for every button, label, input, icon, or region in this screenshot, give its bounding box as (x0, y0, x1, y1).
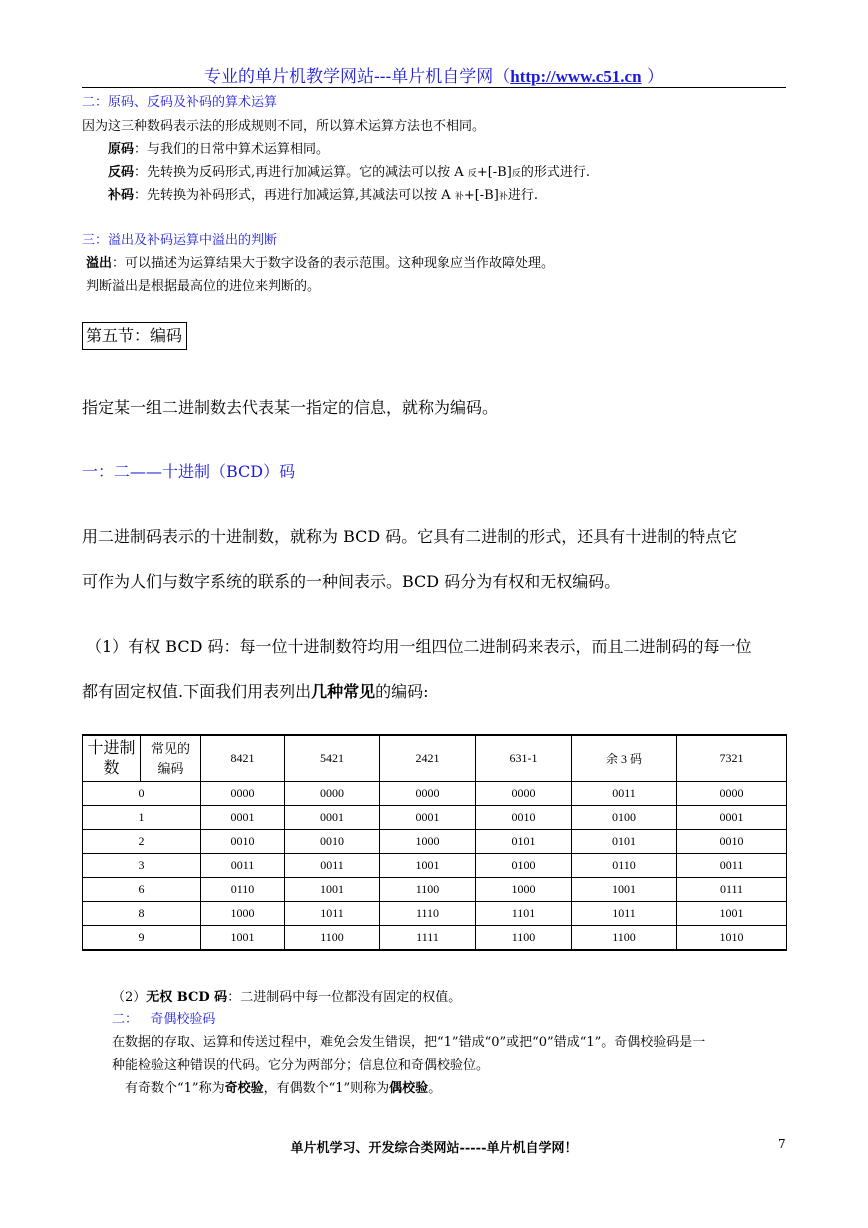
code-cell: 1000 (201, 902, 285, 926)
code-cell: 0101 (476, 830, 572, 854)
buma-text-2: +[-B] (463, 188, 499, 203)
code-cell: 1100 (380, 878, 476, 902)
code-cell: 1001 (201, 926, 285, 951)
overflow-judge: 判断溢出是根据最高位的进位来判断的。 (86, 279, 321, 294)
weighted-line1 (86, 634, 752, 657)
weighted-line2-bold: 几种常见 (311, 682, 376, 701)
code-cell: 1010 (677, 926, 787, 951)
code-cell: 0001 (677, 806, 787, 830)
weighted-line2-a: 都有固定权值.下面我们用表列出 (82, 682, 312, 701)
table-row (83, 878, 787, 902)
code-cell: 0100 (572, 806, 677, 830)
code-cell: 0010 (201, 830, 285, 854)
code-cell: 0000 (476, 782, 572, 806)
code-cell: 1001 (677, 902, 787, 926)
yuanma-line (108, 138, 329, 157)
header-cell-5421: 5421 (285, 735, 380, 782)
fanma-text-3: 的形式进行. (520, 165, 590, 180)
header-cell-631-1: 631-1 (476, 735, 572, 782)
header-url-link[interactable]: http://www.c51.cn (510, 67, 642, 86)
code-cell: 0000 (285, 782, 380, 806)
code-cell: 0000 (201, 782, 285, 806)
code-cell: 0111 (677, 878, 787, 902)
buma-text-1: ：先转换为补码形式，再进行加减运算,其减法可以按 A (134, 188, 455, 203)
header-text-end: ） (641, 67, 664, 87)
parity-line3-a: 有奇数个“1”称为 (125, 1081, 225, 1096)
header-cell-8421: 8421 (201, 735, 285, 782)
odd-parity-term: 奇校验 (224, 1081, 264, 1096)
code-cell: 0010 (285, 830, 380, 854)
overflow-label: 溢出 (86, 256, 113, 271)
bcd-title: 一：二——十进制（BCD）码 (82, 462, 296, 481)
decimal-cell: 1 (83, 806, 201, 830)
header-cell-excess3: 余 3 码 (572, 735, 677, 782)
code-cell: 1011 (572, 902, 677, 926)
decimal-cell: 6 (83, 878, 201, 902)
buma-line (108, 184, 538, 203)
code-cell: 0100 (476, 854, 572, 878)
code-cell: 1001 (380, 854, 476, 878)
fanma-text-2: +[-B] (476, 165, 512, 180)
header-decimal-line1: 十进制 (87, 739, 136, 757)
yuanma-text: ：与我们的日常中算术运算相同。 (134, 142, 330, 157)
header-cell-7321: 7321 (677, 735, 787, 782)
code-cell: 0011 (677, 854, 787, 878)
code-cell: 1100 (572, 926, 677, 951)
code-cell: 1101 (476, 902, 572, 926)
table-row (83, 782, 787, 806)
buma-sub-2: 补 (498, 192, 508, 202)
fanma-sub-2: 反 (511, 169, 521, 179)
bcd-code-table (82, 734, 787, 951)
code-cell: 0010 (677, 830, 787, 854)
section5-title-box: 第五节：编码 (82, 322, 187, 350)
section2-intro: 因为这三种数码表示法的形成规则不同，所以算术运算方法也不相同。 (82, 119, 486, 134)
fanma-text-1: ：先转换为反码形式,再进行加减运算。它的减法可以按 A (134, 165, 468, 180)
fanma-sub-1: 反 (467, 169, 477, 179)
section2-title: 二：原码、反码及补码的算术运算 (82, 95, 278, 110)
weighted-label: 有权 BCD 码 (128, 637, 224, 656)
code-cell: 0101 (572, 830, 677, 854)
page-number: 7 (778, 1137, 786, 1151)
code-cell: 1001 (285, 878, 380, 902)
code-cell: 0001 (201, 806, 285, 830)
code-cell: 0010 (476, 806, 572, 830)
table-header-row (83, 735, 787, 782)
section3-title: 三：溢出及补码运算中溢出的判断 (82, 233, 278, 248)
weighted-prefix: （1） (86, 637, 129, 656)
code-cell: 1001 (572, 878, 677, 902)
weighted-line2 (82, 679, 429, 702)
code-cell: 0000 (380, 782, 476, 806)
code-cell: 1100 (285, 926, 380, 951)
fanma-line (108, 161, 590, 180)
parity-line2: 种能检验这种错误的代码。它分为两部分；信息位和奇偶校验位。 (112, 1058, 490, 1073)
table-row (83, 806, 787, 830)
code-cell: 0001 (380, 806, 476, 830)
table-body (83, 782, 787, 951)
header-cell-2421: 2421 (380, 735, 476, 782)
code-cell: 0001 (285, 806, 380, 830)
bcd-para-line2: 可作为人们与数字系统的联系的一种间表示。BCD 码分为有权和无权编码。 (82, 572, 621, 591)
table-row (83, 926, 787, 951)
decimal-cell: 0 (83, 782, 201, 806)
unweighted-line (112, 986, 461, 1005)
code-cell: 0011 (201, 854, 285, 878)
overflow-line (86, 252, 554, 271)
header-text: 专业的单片机教学网站---单片机自学网（ (204, 67, 511, 87)
header-cell-decimal (83, 735, 141, 782)
decimal-cell: 2 (83, 830, 201, 854)
parity-title: 二： 奇偶校验码 (112, 1012, 216, 1027)
parity-line3-c: 。 (428, 1081, 442, 1096)
unweighted-prefix: （2） (112, 990, 147, 1005)
code-cell: 1110 (380, 902, 476, 926)
code-cell: 0110 (201, 878, 285, 902)
yuanma-label: 原码 (108, 142, 135, 157)
code-cell: 0110 (572, 854, 677, 878)
decimal-cell: 8 (83, 902, 201, 926)
header-common-line2: 编码 (157, 760, 184, 776)
header-decimal-line2: 数 (103, 759, 120, 777)
buma-sub-1: 补 (454, 192, 464, 202)
code-cell: 0011 (285, 854, 380, 878)
code-cell: 1011 (285, 902, 380, 926)
table-row (83, 830, 787, 854)
unweighted-label: 无权 BCD 码 (146, 990, 228, 1005)
code-cell: 0000 (677, 782, 787, 806)
decimal-cell: 9 (83, 926, 201, 951)
code-cell: 1000 (380, 830, 476, 854)
page-header (0, 62, 868, 87)
weighted-line2-b: 的编码: (375, 682, 429, 701)
parity-line3-b: ，有偶数个“1”则称为 (263, 1081, 390, 1096)
table-row (83, 902, 787, 926)
fanma-label: 反码 (108, 165, 135, 180)
encoding-definition: 指定某一组二进制数去代表某一指定的信息，就称为编码。 (82, 398, 499, 417)
code-cell: 0011 (572, 782, 677, 806)
overflow-text: ：可以描述为运算结果大于数字设备的表示范围。这种现象应当作故障处理。 (112, 256, 555, 271)
decimal-cell: 3 (83, 854, 201, 878)
bcd-para-line1: 用二进制码表示的十进制数，就称为 BCD 码。它具有二进制的形式，还具有十进制的特点它 (82, 527, 738, 546)
page-footer: 单片机学习、开发综合类网站-----单片机自学网！ (290, 1141, 578, 1156)
header-cell-common-codes (141, 735, 201, 782)
table-row (83, 854, 787, 878)
code-cell: 1000 (476, 878, 572, 902)
code-cell: 1111 (380, 926, 476, 951)
buma-label: 补码 (108, 188, 135, 203)
header-rule (82, 87, 786, 88)
unweighted-text: ：二进制码中每一位都没有固定的权值。 (227, 990, 462, 1005)
parity-line1: 在数据的存取、运算和传送过程中，难免会发生错误，把“1”错成“0”或把“0”错成“1”。奇偶校验码是一 (112, 1035, 706, 1050)
header-common-line1: 常见的 (150, 740, 190, 756)
weighted-line1-rest: ：每一位十进制数符均用一组四位二进制码来表示，而且二进制码的每一位 (223, 637, 752, 656)
buma-text-3: 进行. (507, 188, 538, 203)
even-parity-term: 偶校验 (389, 1081, 429, 1096)
parity-line3 (125, 1077, 441, 1096)
code-cell: 1100 (476, 926, 572, 951)
